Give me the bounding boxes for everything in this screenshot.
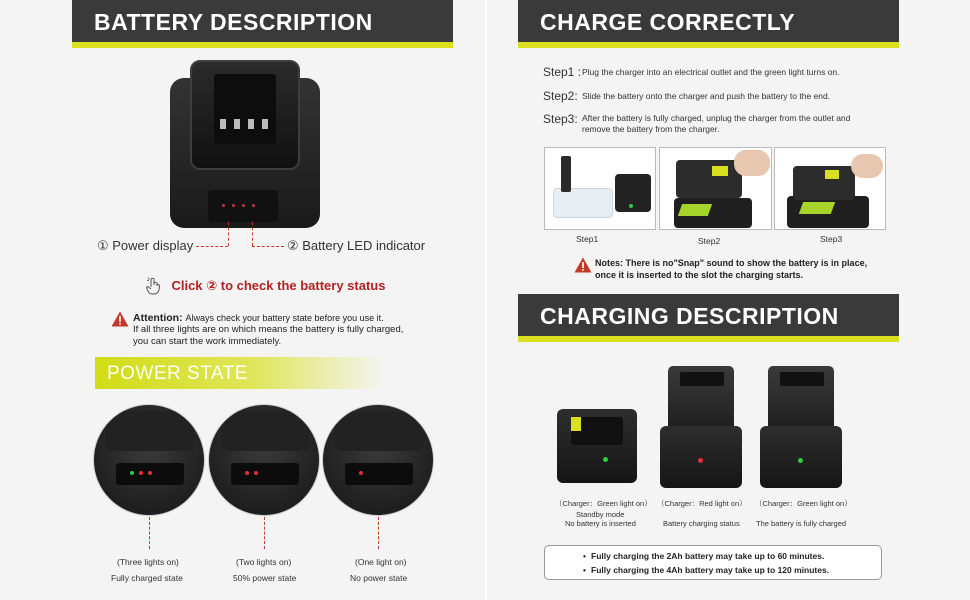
step3-text-line1: After the battery is fully charged, unplug the charger from the outlet and xyxy=(582,113,851,123)
info-4ah: • Fully charging the 4Ah battery may take up to 120 minutes. xyxy=(591,565,829,575)
step3-photo xyxy=(774,147,886,230)
step1-caption: Step1 xyxy=(576,234,599,244)
charger-standby-photo xyxy=(557,405,641,485)
state-lights-full: (Three lights on) xyxy=(117,557,179,567)
notes-line1: Notes: There is no"Snap" sound to show the battery is in place, xyxy=(595,258,868,268)
pointing-hand-icon xyxy=(145,277,161,295)
step1-photo xyxy=(544,147,656,230)
charger-charging-photo xyxy=(660,366,742,490)
state-lights-half: (Two lights on) xyxy=(236,557,292,567)
step3-label: Step3: xyxy=(543,112,578,126)
power-state-banner xyxy=(95,357,385,389)
charge-correctly-header xyxy=(518,0,899,48)
state-name-half: 50% power state xyxy=(233,573,297,583)
attention-line2: If all three lights are on which means the battery is fully charged, xyxy=(133,324,404,335)
state-name-empty: No power state xyxy=(350,573,408,583)
charger2-light: （Charger：Red light on） xyxy=(657,499,747,508)
notes-line2: once it is inserted to the slot the charging starts. xyxy=(595,270,804,280)
info-2ah: • Fully charging the 2Ah battery may take up to 60 minutes. xyxy=(591,551,824,561)
charge-correctly-title: CHARGE CORRECTLY xyxy=(540,9,796,35)
notes-warning-icon xyxy=(574,257,592,273)
step2-label: Step2: xyxy=(543,89,578,103)
led-indicator-label: ② Battery LED indicator xyxy=(287,238,426,253)
charging-panel xyxy=(487,0,970,600)
battery-description-title: BATTERY DESCRIPTION xyxy=(94,9,373,35)
charger1-light: （Charger：Green light on） xyxy=(555,499,652,508)
power-state-title: POWER STATE xyxy=(107,363,248,384)
battery-description-header xyxy=(72,0,453,48)
charger1-status-line2: No battery is inserted xyxy=(565,519,636,528)
charger2-status-line1: Battery charging status xyxy=(663,519,740,528)
charging-description-header xyxy=(518,294,899,342)
warning-icon xyxy=(111,311,129,327)
battery-led-strip xyxy=(208,190,278,222)
battery-state-image-empty xyxy=(322,404,434,516)
battery-top-image xyxy=(168,60,323,230)
state-name-full: Fully charged state xyxy=(111,573,183,583)
step2-caption: Step2 xyxy=(698,236,721,246)
step1-label: Step1 : xyxy=(543,65,582,79)
step2-photo xyxy=(659,147,772,230)
battery-state-image-full xyxy=(93,404,205,516)
click-hint-text: Click ② to check the battery status xyxy=(171,278,386,293)
state-lights-empty: (One light on) xyxy=(355,557,407,567)
step1-text: Plug the charger into an electrical outlet and the green light turns on. xyxy=(582,67,840,77)
step2-text: Slide the battery onto the charger and push the battery to the end. xyxy=(582,91,831,101)
charging-time-info-box xyxy=(544,545,882,580)
battery-state-image-half xyxy=(208,404,320,516)
charging-description-title: CHARGING DESCRIPTION xyxy=(540,303,839,329)
charger3-status-line1: The battery is fully charged xyxy=(756,519,847,528)
charger-full-photo xyxy=(760,366,842,490)
charger3-light: （Charger：Green light on） xyxy=(755,499,852,508)
charger1-status-line1: Standby mode xyxy=(576,510,625,519)
step3-caption: Step3 xyxy=(820,234,843,244)
attention-title: Attention: xyxy=(133,312,183,324)
step3-text-line2: remove the battery from the charger. xyxy=(582,124,720,134)
attention-line1: Always check your battery state before you use it. xyxy=(185,313,384,323)
click-hint xyxy=(145,277,385,295)
power-display-label: ① Power display xyxy=(97,238,194,253)
attention-line3: you can start the work immediately. xyxy=(133,336,282,347)
